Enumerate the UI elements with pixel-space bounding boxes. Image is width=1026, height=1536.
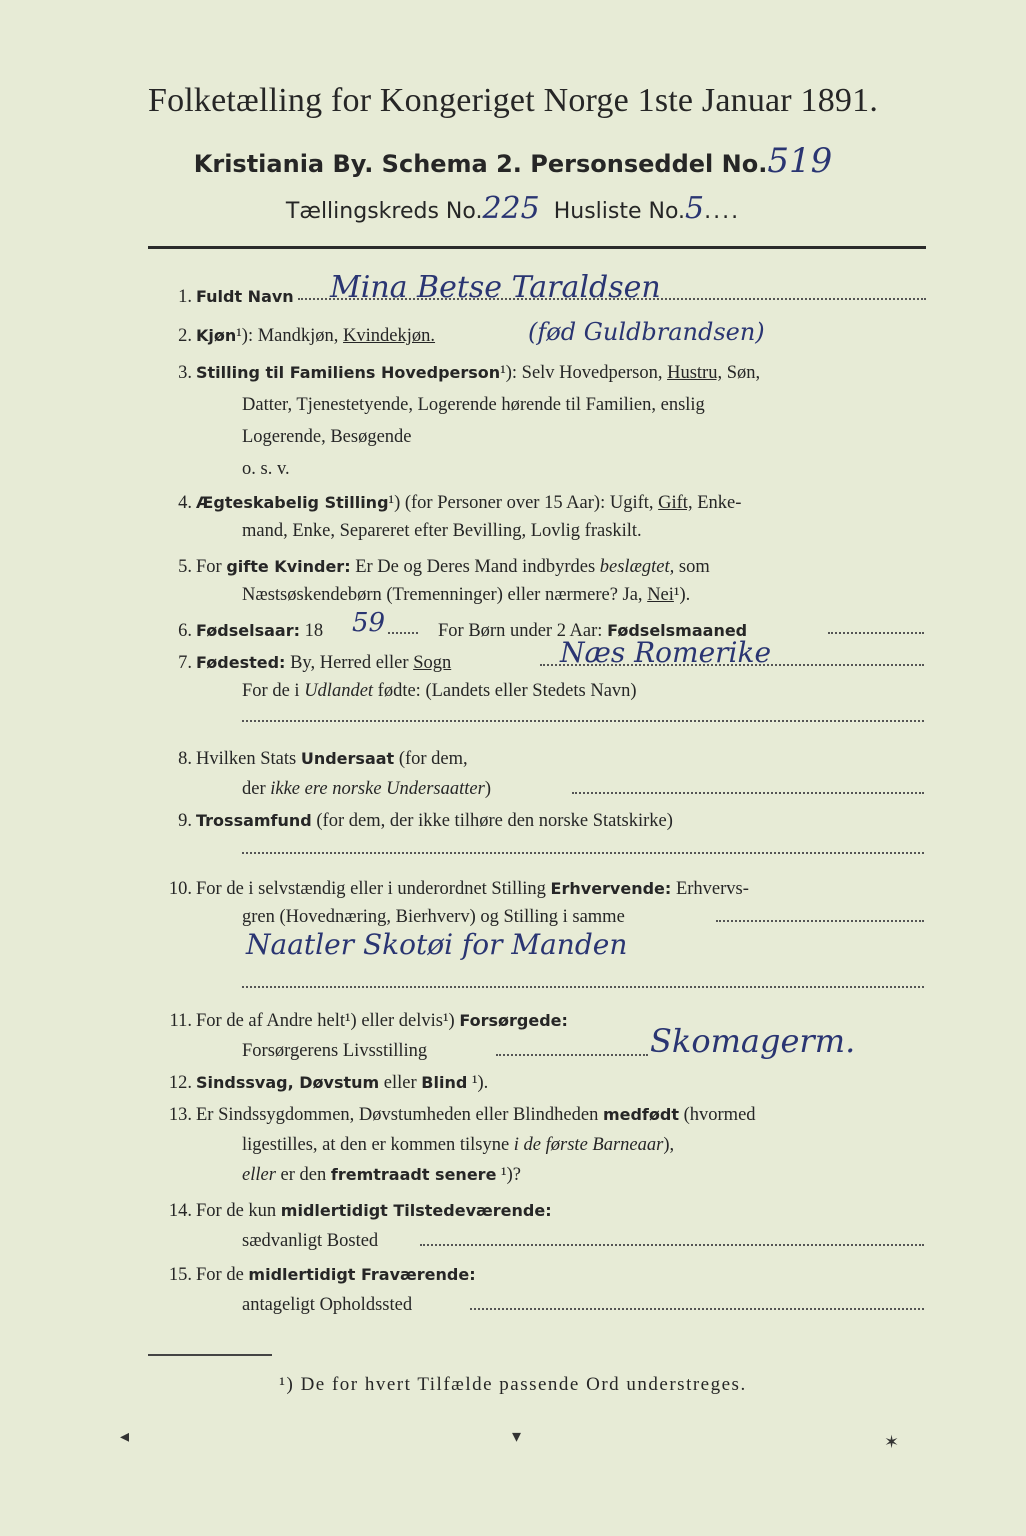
registration-mark-right: ✶ (884, 1432, 900, 1453)
field-text: (for dem, (394, 749, 468, 769)
dotted-line (496, 1054, 648, 1056)
field-number: 2. (178, 326, 192, 346)
field-number: 15. (168, 1265, 192, 1285)
field-number: 9. (178, 811, 192, 831)
field-text: som (674, 557, 710, 577)
dotted-line (828, 632, 924, 634)
form-title: Folketælling for Kongeriget Norge 1ste Januar 1891. (147, 82, 879, 119)
field-label: medfødt (602, 1105, 679, 1124)
answer-provider-occupation: Skomagerm. (650, 1022, 856, 1060)
field-text: ) (484, 779, 491, 799)
field-number: 4. (178, 493, 192, 513)
field-text-italic: Udlandet (304, 681, 374, 701)
field-3-line-3: Logerende, Besøgende (242, 427, 412, 447)
field-label: Kjøn (196, 326, 237, 345)
field-label: Fødested: (196, 653, 286, 672)
field-number: 12. (168, 1073, 192, 1093)
form-district-line: Tællingskreds No.225 Husliste No.5.... (285, 191, 741, 226)
field-text: ¹)? (496, 1165, 521, 1185)
field-text: For de (196, 1265, 249, 1285)
field-text: For de kun (196, 1201, 281, 1221)
field-10-line-2: gren (Hovednæring, Bierhverv) og Stilling i samme (242, 907, 625, 927)
field-text: (hvormed (678, 1105, 756, 1125)
field-number: 6. (178, 621, 192, 641)
header-divider (148, 246, 926, 249)
answer-birth-year: 59 (352, 608, 386, 638)
field-label: fremtraadt senere (330, 1165, 497, 1184)
answer-occupation: Naatler Skotøi for Manden (246, 928, 628, 961)
field-text: For de af Andre helt¹) eller delvis¹) (196, 1011, 460, 1031)
dotted-line (388, 632, 418, 634)
husliste-label: Husliste No. (553, 199, 686, 224)
field-text: eller (379, 1073, 422, 1093)
personseddel-number: 519 (767, 141, 833, 181)
field-label: midlertidigt Fraværende: (248, 1265, 476, 1284)
dotted-line (242, 852, 924, 854)
field-text: For de i selvstændig eller i underordnet Stilling (196, 879, 551, 899)
answer-full-name: Mina Betse Taraldsen (330, 270, 661, 305)
field-number: 13. (168, 1105, 192, 1125)
field-text-underlined: Kvindekjøn. (343, 326, 436, 346)
answer-birthplace: Næs Romerike (560, 636, 772, 669)
field-8-line-2 (242, 778, 491, 800)
field-13-line-2 (242, 1134, 674, 1156)
field-text: ), (663, 1135, 675, 1155)
field-label: Blind (421, 1073, 468, 1092)
registration-mark-center: ▾ (512, 1426, 522, 1447)
field-15-line-2: antageligt Opholdssted (242, 1295, 413, 1315)
field-5-line-2 (242, 584, 690, 606)
field-label: Sindssvag, (196, 1073, 300, 1092)
dotted-line (540, 664, 924, 666)
field-13-line-3 (242, 1164, 521, 1186)
field-label: Trossamfund (196, 811, 312, 830)
field-text: 18 (300, 621, 324, 641)
dotted-line (242, 986, 924, 988)
field-text: (for dem, der ikke tilhøre den norske Statskirke) (311, 811, 673, 831)
dotted-line (716, 920, 924, 922)
field-label: Fuldt Navn (196, 287, 294, 306)
field-3-line-4: o. s. v. (242, 459, 290, 479)
field-14-line-2: sædvanligt Bosted (242, 1231, 379, 1251)
field-text: For Børn under 2 Aar: (438, 621, 608, 641)
field-label: gifte Kvinder: (226, 557, 351, 576)
field-text: ligestilles, at den er kommen tilsyne (242, 1135, 514, 1155)
field-text-italic: i de første Barneaar (513, 1135, 664, 1155)
field-text: Er De og Deres Mand indbyrdes (350, 557, 600, 577)
field-text: Hvilken Stats (196, 749, 301, 769)
field-number: 14. (168, 1201, 192, 1221)
field-label: Erhvervende: (550, 879, 672, 898)
field-text-underlined: Gift, (658, 493, 693, 513)
field-text: der (242, 779, 271, 799)
field-text: ¹). (673, 585, 691, 605)
field-text: Erhvervs- (671, 879, 749, 899)
field-text: ¹): Selv Hovedperson, (500, 363, 668, 383)
personseddel-label: Kristiania By. Schema 2. Personseddel No. (193, 150, 768, 178)
field-text: For de i (242, 681, 305, 701)
dotted-line (470, 1308, 924, 1310)
field-text: By, Herred eller (285, 653, 414, 673)
field-number: 10. (168, 879, 192, 899)
field-4-line-2: mand, Enke, Separeret efter Bevilling, Lovlig fraskilt. (242, 521, 642, 541)
field-label: Ægteskabelig Stilling (196, 493, 389, 512)
field-text-italic: ikke ere norske Undersaatter (270, 779, 485, 799)
field-number: 7. (178, 653, 192, 673)
district-label: Tællingskreds No. (285, 199, 483, 224)
footnote-divider (148, 1354, 272, 1356)
field-text: ¹) (for Personer over 15 Aar): Ugift, (388, 493, 659, 513)
field-text-underlined: Nei (647, 585, 674, 605)
field-text: Er Sindssygdommen, Døvstumheden eller Blindheden (196, 1105, 603, 1125)
field-3-line-2: Datter, Tjenestetyende, Logerende hørende til Familien, enslig (242, 395, 705, 415)
dotted-line (420, 1244, 924, 1246)
field-text-italic: eller (242, 1165, 276, 1185)
field-number: 8. (178, 749, 192, 769)
field-text-underlined: Hustru, (667, 363, 723, 383)
field-text: For (196, 557, 227, 577)
dotted-line (298, 298, 926, 300)
field-label: midlertidigt Tilstedeværende: (280, 1201, 552, 1220)
district-number: 225 (482, 191, 540, 226)
field-number: 5. (178, 557, 192, 577)
field-number: 1. (178, 287, 192, 307)
field-7-line-2 (242, 680, 637, 702)
field-text: Næstsøskendebørn (Tremenninger) eller nærmere? Ja, (242, 585, 648, 605)
field-text: fødte: (Landets eller Stedets Navn) (373, 681, 637, 701)
form-subtitle (0, 141, 1026, 181)
field-text: ¹): Mandkjøn, (236, 326, 344, 346)
dotted-line (572, 792, 924, 794)
field-number: 3. (178, 363, 192, 383)
answer-maiden-name: (fød Guldbrandsen) (528, 318, 765, 346)
field-label: Undersaat (300, 749, 395, 768)
field-text-italic: beslægtet, (599, 557, 675, 577)
field-label: Fødselsaar: (196, 621, 300, 640)
field-number: 11. (169, 1011, 192, 1031)
field-11-line-2: Forsørgerens Livsstilling (242, 1041, 428, 1061)
field-text: Enke- (692, 493, 742, 513)
field-label: Forsørgede: (459, 1011, 568, 1030)
footnote: ¹) De for hvert Tilfælde passende Ord understreges. (279, 1374, 747, 1395)
field-text: Søn, (722, 363, 761, 383)
field-text: er den (275, 1165, 331, 1185)
dotted-line (242, 720, 924, 722)
husliste-number: 5 (685, 191, 705, 226)
registration-mark-left: ◂ (120, 1426, 130, 1447)
field-label: Døvstum (299, 1073, 380, 1092)
field-text-underlined: Sogn (413, 653, 452, 673)
field-label: Fødselsmaaned (607, 621, 748, 640)
field-label: Stilling til Familiens Hovedperson (196, 363, 501, 382)
field-text: ¹). (467, 1073, 489, 1093)
